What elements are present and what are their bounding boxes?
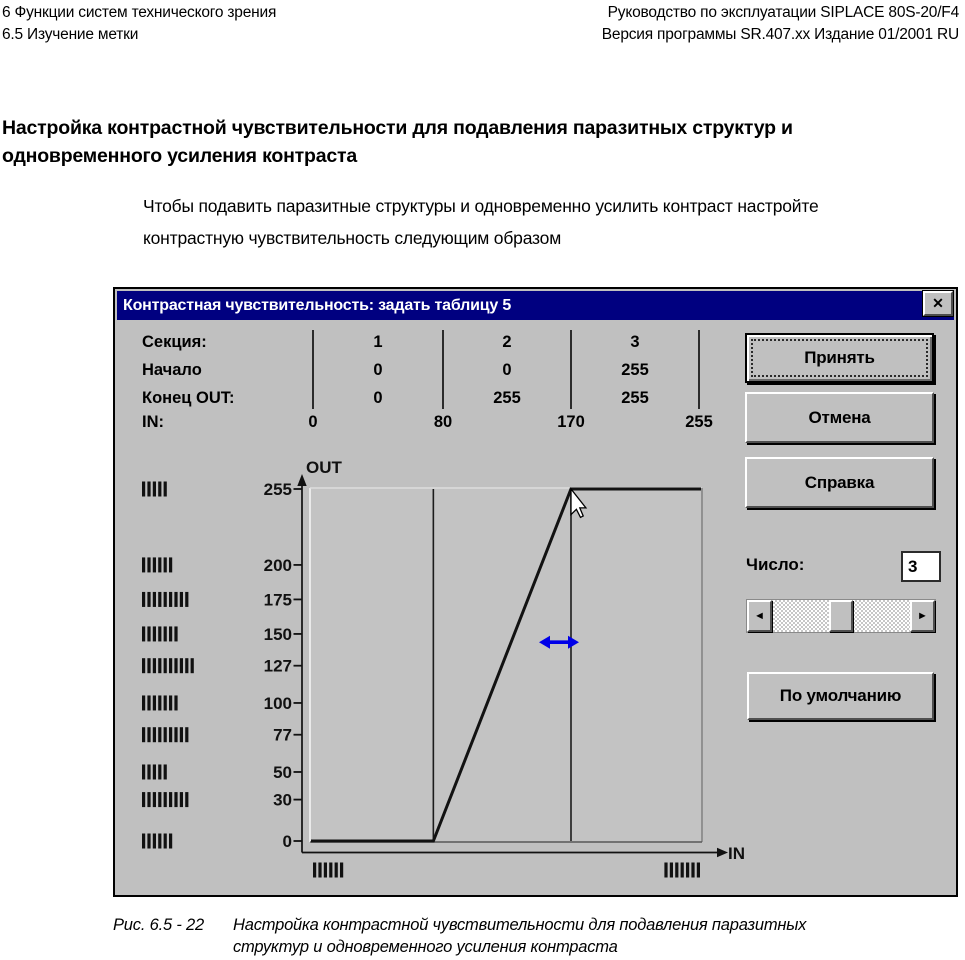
y-tick-label: 150 (263, 624, 292, 644)
y-tick-bars (142, 727, 188, 742)
start-value: 255 (621, 361, 649, 379)
start-value: 0 (373, 361, 383, 379)
number-scrollbar-thumb[interactable] (829, 600, 853, 632)
accept-button[interactable] (745, 333, 934, 383)
number-scrollbar (746, 599, 936, 633)
accept-button-label: Принять (804, 348, 875, 367)
in-value: 80 (433, 413, 453, 431)
y-tick-label: 30 (273, 790, 292, 810)
y-tick-bars (142, 658, 194, 673)
x-axis-arrow-icon (717, 848, 728, 857)
table-row-label-in: IN: (142, 413, 164, 431)
dialog-titlebar[interactable] (117, 291, 954, 320)
close-icon: ✕ (932, 295, 944, 311)
contrast-sensitivity-dialog (113, 287, 958, 897)
defaults-button[interactable] (747, 672, 934, 720)
y-tick-bars (142, 626, 178, 641)
y-tick-label: 175 (263, 590, 292, 610)
end-out-value: 255 (621, 389, 649, 407)
arrow-right-icon: ► (917, 610, 928, 622)
number-input[interactable] (901, 551, 941, 582)
table-separator-4 (698, 330, 700, 409)
close-button[interactable] (923, 291, 953, 316)
number-field-label: Число: (746, 555, 805, 574)
page-title-line1: Настройка контрастной чувствительности для подавления паразитных структур и (2, 117, 793, 139)
y-tick-label: 77 (273, 725, 292, 745)
table-separator-1 (312, 330, 314, 409)
y-tick-label: 0 (282, 832, 292, 851)
section-number: 3 (630, 333, 640, 351)
dialog-title: Контрастная чувствительность: задать таблицу 5 (123, 296, 512, 314)
end-out-value: 0 (373, 389, 383, 407)
header-chapter: 6 Функции систем технического зрения (2, 4, 277, 21)
y-tick-bars (142, 764, 167, 779)
header-version: Версия программы SR.407.xx Издание 01/2001 RU (601, 26, 959, 43)
section-number: 1 (373, 333, 383, 351)
figure-caption-line2: структур и одновременного усиления контраста (233, 938, 618, 956)
y-tick-bars (142, 792, 188, 807)
y-tick-bars (142, 557, 172, 572)
help-button[interactable] (745, 457, 934, 508)
y-tick-label: 200 (263, 555, 292, 575)
defaults-button-label: По умолчанию (779, 686, 902, 705)
body-text-line2: контрастную чувствительность следующим образом (143, 228, 562, 248)
table-row-label-start: Начало (142, 361, 202, 379)
figure-caption-line1: Настройка контрастной чувствительности для подавления паразитных (233, 916, 807, 934)
section-number: 2 (502, 333, 512, 351)
plot-area (311, 489, 701, 841)
help-button-label: Справка (804, 472, 875, 492)
y-tick-bars (142, 834, 172, 849)
table-row-label-section: Секция: (142, 333, 207, 351)
y-tick-label: 255 (263, 480, 292, 499)
header-manual-title: Руководство по эксплуатации SIPLACE 80S-20/F4 (607, 4, 959, 21)
scrollbar-left-button[interactable] (747, 600, 772, 632)
y-tick-bars (142, 482, 167, 497)
start-value: 0 (502, 361, 512, 379)
end-out-value: 255 (493, 389, 521, 407)
figure-number: Рис. 6.5 - 22 (113, 916, 204, 934)
y-axis-label: OUT (306, 458, 342, 477)
x-tick-bars-right (664, 863, 700, 878)
arrow-left-icon: ◄ (754, 610, 765, 622)
x-axis-label: IN (728, 844, 745, 863)
y-tick-bars (142, 695, 178, 710)
cancel-button-label: Отмена (808, 407, 871, 427)
body-text-line1: Чтобы подавить паразитные структуры и одновременно усилить контраст настройте (143, 196, 819, 216)
x-tick-bars-left (313, 863, 343, 878)
contrast-curve-chart[interactable] (130, 447, 750, 887)
y-tick-bars (142, 592, 188, 607)
y-tick-label: 100 (263, 693, 292, 713)
y-tick-label: 50 (273, 762, 292, 782)
page-title-line2: одновременного усиления контраста (2, 145, 358, 167)
cancel-button[interactable] (745, 392, 934, 443)
in-value: 255 (685, 413, 713, 431)
header-section: 6.5 Изучение метки (2, 26, 139, 43)
table-separator-2 (442, 330, 444, 409)
table-separator-3 (570, 330, 572, 409)
table-row-label-end-out: Конец OUT: (142, 389, 235, 407)
in-value: 170 (557, 413, 585, 431)
scrollbar-right-button[interactable] (910, 600, 935, 632)
in-value: 0 (308, 413, 318, 431)
y-tick-label: 127 (263, 656, 292, 676)
